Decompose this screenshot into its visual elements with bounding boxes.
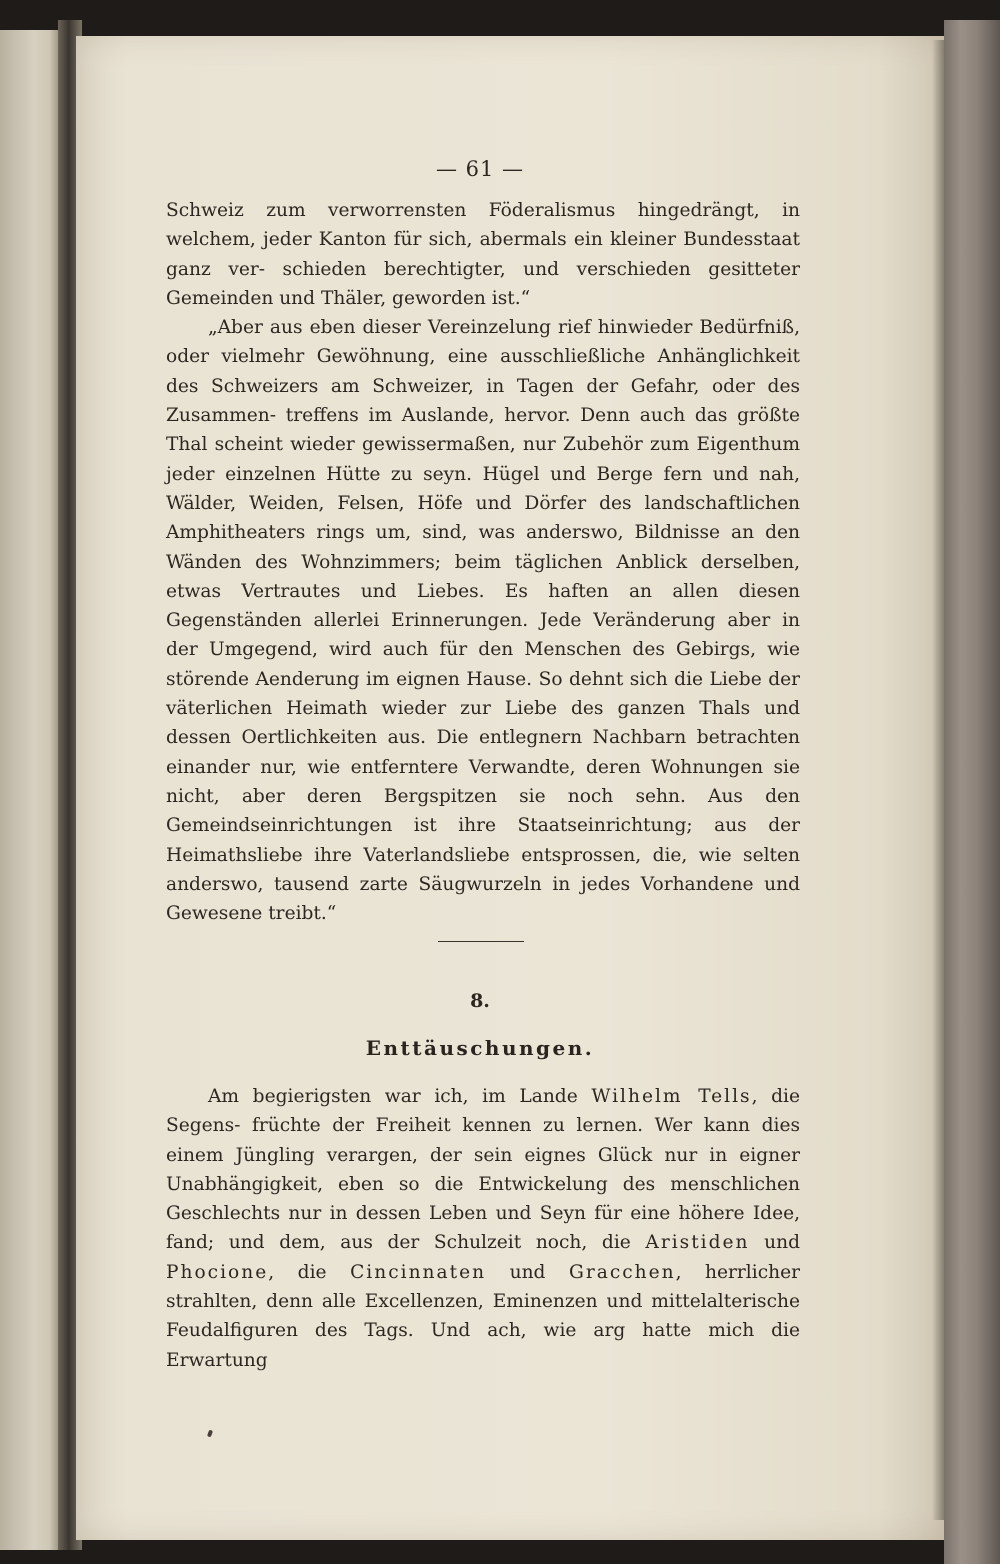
paragraph <box>166 1082 800 1375</box>
section-number: 8. <box>470 990 490 1012</box>
text-run: und <box>749 1232 800 1254</box>
name-cincinnatus: Cincinnaten <box>350 1261 487 1283</box>
book-cover-edge <box>944 20 1000 1564</box>
section-divider <box>438 941 524 942</box>
section-title: Enttäuschungen. <box>365 1036 595 1060</box>
page-number: — 61 — <box>435 157 525 181</box>
paragraph: „Aber aus eben dieser Vereinzelung rief hinwieder Bedürfniß, oder vielmehr Gewöhnung, eine ausschließliche Anhänglichkeit des Schweizers am Schweizer, in Tagen der Gefahr, oder des Zusammen- treffens im Auslande, hervor. Denn auch das größte Thal scheint wieder gewissermaßen, nur Zubehör zum Eigenthum jeder einzelnen Hütte zu seyn. Hügel und Berge fern und nah, Wälder, Weiden, Felsen, Höfe und Dörfer des landschaftlichen Amphitheaters rings um, sind, was anderswo, Bildnisse an den Wänden des Wohnzimmers; beim täglichen Anblick derselben, etwas Vertrautes und Liebes. Es haften an allen diesen Gegenständen allerlei Erinnerungen. Jede Veränderung aber in der Umgegend, wird auch für den Menschen des Gebirgs, wie störende Aenderung im eignen Hause. So dehnt sich die Liebe der väterlichen Heimath wieder zur Liebe des ganzen Thals und dessen Oertlichkeiten aus. Die entlegnern Nachbarn betrachten einander nur, wie entferntere Verwandte, deren Wohnungen sie nicht, aber deren Bergspitzen sie noch sehn. Aus den Gemeindseinrichtungen ist ihre Staatseinrichtung; aus der Heimathsliebe ihre Vaterlandsliebe entsprossen, die, wie selten anderswo, tausend zarte Säugwurzeln in jedes Vorhandene und Gewesene treibt.“ <box>166 317 800 925</box>
name-gracchus: Gracchen <box>569 1261 676 1283</box>
text-run: , herrlicher strahlten, denn alle Excellenzen, Eminenzen und mittelalterische Feudalfiguren des Tags. Und ach, wie arg hatte mich die Erwartung <box>166 1261 800 1371</box>
text-block-bottom <box>166 1082 800 1375</box>
text-run: Am begierigsten war ich, im Lande <box>208 1086 592 1107</box>
text-run: und <box>486 1261 569 1283</box>
text-run: , die <box>268 1261 351 1283</box>
name-wilhelm-tell: Wilhelm Tells <box>591 1086 752 1107</box>
text-block-top <box>166 196 800 928</box>
text-run: , die Segens- früchte der Freiheit kennen zu lernen. Wer kann dies einem Jüngling verargen, der sein eignes Glück nur in eigner Unabhängigkeit, eben so die Entwickelung des menschlichen Geschlechts nur in dessen Leben und Seyn für eine höhere Idee, fand; und dem, aus der Schulzeit noch, die <box>166 1086 800 1254</box>
name-phocion: Phocione <box>166 1261 269 1283</box>
name-aristides: Aristiden <box>645 1232 750 1254</box>
paragraph: Schweiz zum verworrensten Föderalismus hingedrängt, in welchem, jeder Kanton für sich, abermals ein kleiner Bundesstaat ganz ver- schieden berechtigter, und verschieden gesitteter Gemeinden und Thäler, geworden ist.“ <box>166 200 800 309</box>
facing-page-edge <box>0 30 62 1550</box>
